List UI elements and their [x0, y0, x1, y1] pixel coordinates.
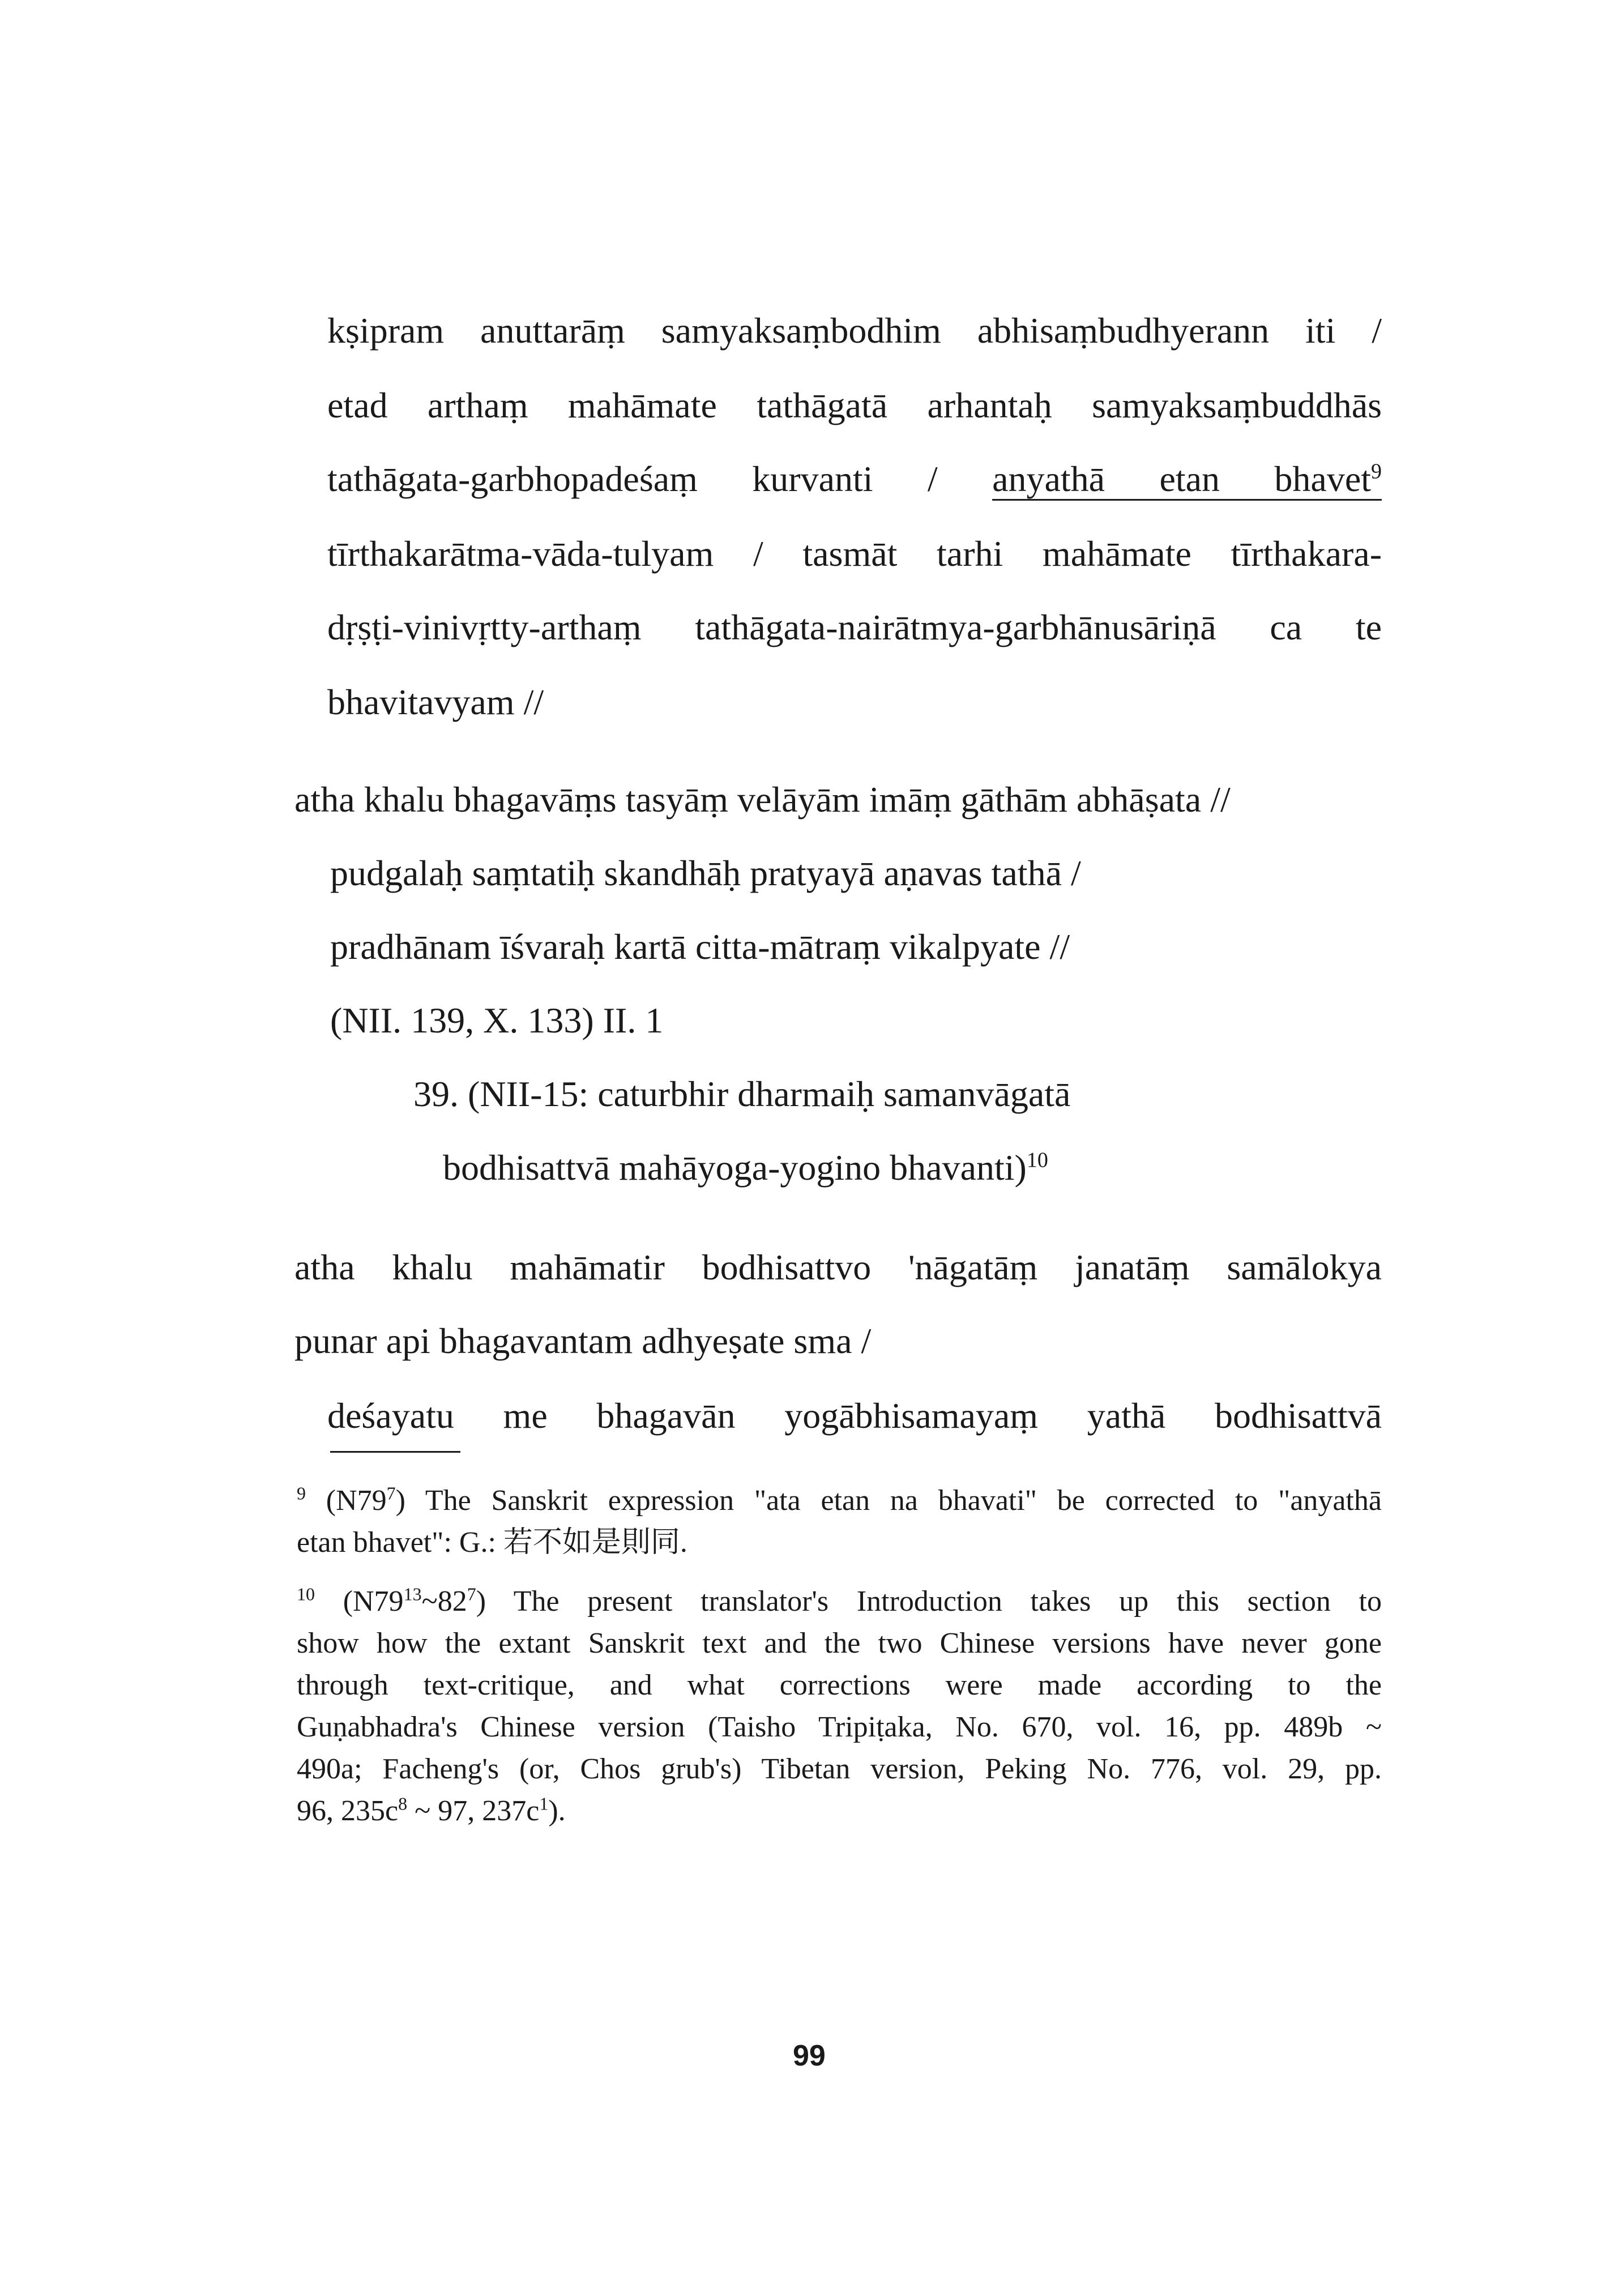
footnote-ref: ) — [395, 1484, 405, 1517]
body-text: deśayatu me bhagavān yogābhisamayaṃ yathā bodhisattvā — [327, 1395, 1382, 1436]
footnote-9-line — [297, 1521, 687, 1564]
footnote-9-line — [297, 1479, 1382, 1522]
body-text: dṛṣṭi-vinivṛtty-arthaṃ tathāgata-nairātmya-garbhānusāriṇā ca te — [327, 607, 1382, 647]
body-text: tīrthakarātma-vāda-tulyam / tasmāt tarhi mahāmate tīrthakara- — [327, 534, 1382, 574]
footnote-ref: ) — [476, 1585, 486, 1618]
verse-line — [330, 924, 1070, 970]
footnote-number: 10 — [297, 1584, 315, 1604]
verse-line — [330, 851, 1081, 896]
footnote-text: Guṇabhadra's Chinese version (Taisho Tripiṭaka, No. 670, vol. 16, pp. 489b ~ — [297, 1711, 1382, 1743]
body-text: tathāgata-garbhopadeśaṃ kurvanti / — [327, 459, 993, 499]
footnote-10-line — [297, 1790, 566, 1833]
footnote-separator — [330, 1451, 460, 1453]
footnote-marker[interactable]: 10 — [1026, 1148, 1048, 1172]
footnote-10-line — [297, 1622, 1382, 1665]
footnote-text: 490a; Facheng's (or, Chos grub's) Tibetan version, Peking No. 776, vol. 29, pp. — [297, 1753, 1382, 1785]
body-text: atha khalu mahāmatir bodhisattvo 'nāgatāṃ janatāṃ samālokya — [294, 1247, 1382, 1287]
footnote-number: 9 — [297, 1483, 306, 1504]
verse-reference — [330, 998, 663, 1043]
body-text: kṣipram anuttarāṃ samyaksaṃbodhim abhisaṃbudhyerann iti / — [327, 310, 1382, 351]
footnote-ref: (N79 — [343, 1585, 404, 1618]
section-heading-text: 39. (NII-15: caturbhir dharmaiḥ samanvāgatā — [413, 1074, 1071, 1114]
body-line — [327, 680, 1382, 725]
verse-text: pudgalaḥ saṃtatiḥ skandhāḥ pratyayā aṇavas tathā / — [330, 853, 1081, 893]
body-line — [327, 308, 1382, 353]
footnote-10-line — [297, 1748, 1382, 1791]
page-number: 99 — [793, 2039, 826, 2072]
footnote-text: ~ 97, 237c — [407, 1795, 540, 1827]
verse-text: pradhānam īśvaraḥ kartā citta-mātraṃ vikalpyate // — [330, 927, 1070, 967]
footnote-text: 96, 235c — [297, 1795, 399, 1827]
footnote-ref: ~82 — [421, 1585, 467, 1618]
section-heading-line — [413, 1072, 1070, 1117]
body-line — [327, 605, 1382, 650]
body-text: etad arthaṃ mahāmate tathāgatā arhantaḥ samyaksaṃbuddhās — [327, 385, 1382, 425]
body-line — [327, 383, 1382, 428]
footnote-10-line — [297, 1664, 1382, 1707]
section-heading-line — [443, 1145, 1048, 1190]
footnote-text: etan bhavet": G.: 若不如是則同. — [297, 1526, 687, 1559]
footnote-ref-sup: 7 — [467, 1584, 476, 1604]
footnote-ref: (N79 — [326, 1484, 387, 1517]
body-line — [294, 1318, 871, 1364]
footnote-10-line — [297, 1706, 1382, 1749]
body-line — [294, 1245, 1382, 1290]
footnote-text: The Sanskrit expression "ata etan na bhavati" be corrected to "anyathā — [425, 1484, 1382, 1517]
body-text: atha khalu bhagavāṃs tasyāṃ velāyām imāṃ gāthām abhāṣata // — [294, 779, 1231, 820]
footnote-marker[interactable]: 9 — [1371, 459, 1382, 484]
footnote-text: ). — [548, 1795, 566, 1827]
footnote-ref-sup: 13 — [403, 1584, 422, 1604]
body-text: punar api bhagavantam adhyeṣate sma / — [294, 1321, 872, 1361]
body-line — [327, 531, 1382, 577]
body-line — [327, 456, 1382, 502]
body-line — [327, 1393, 1382, 1439]
underlined-phrase — [992, 459, 1382, 499]
footnote-ref-sup: 8 — [398, 1793, 408, 1814]
body-line — [294, 777, 1231, 822]
section-heading-text: bodhisattvā mahāyoga-yogino bhavanti) — [443, 1147, 1027, 1188]
body-text: bhavitavyam // — [327, 682, 544, 722]
verse-reference-text: (NII. 139, X. 133) II. 1 — [330, 1000, 664, 1040]
footnote-text: through text-critique, and what corrections were made according to the — [297, 1669, 1382, 1701]
footnote-text: show how the extant Sanskrit text and the two Chinese versions have never gone — [297, 1627, 1382, 1659]
underlined-text: anyathā etan bhavet — [992, 459, 1372, 499]
footnote-ref-sup: 7 — [386, 1483, 396, 1504]
footnote-ref-sup: 1 — [539, 1793, 549, 1814]
footnote-text: The present translator's Introduction takes up this section to — [513, 1585, 1382, 1618]
footnote-10-line — [297, 1580, 1382, 1623]
